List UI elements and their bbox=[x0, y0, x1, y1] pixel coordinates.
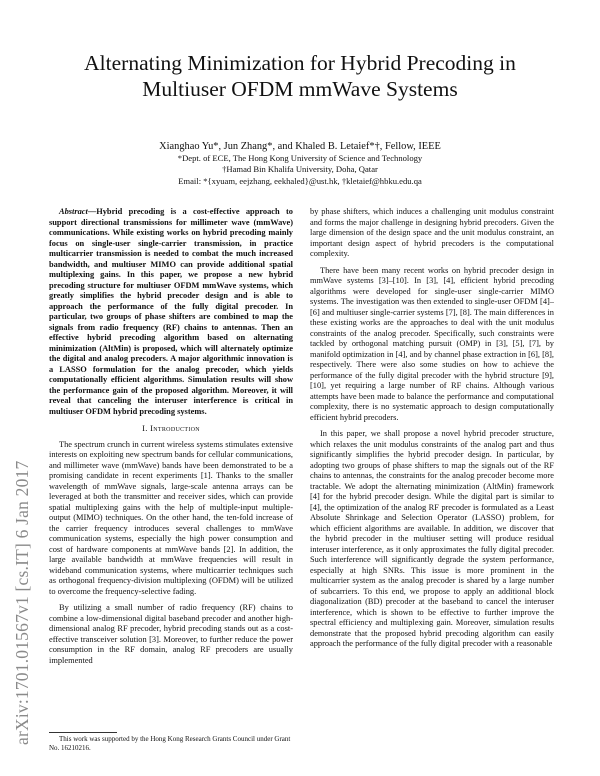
title-line-1: Alternating Minimization for Hybrid Precoding in bbox=[84, 51, 516, 75]
abstract-label: Abstract bbox=[59, 207, 88, 216]
footnote-funding: This work was supported by the Hong Kong Research Grants Council under Grant No. 16210216. bbox=[49, 735, 291, 752]
left-column bbox=[49, 207, 293, 672]
right-paragraph-1: by phase shifters, which induces a challenging unit modulus constraint and forms the major challenge in designing hybrid precoders. Given the large dimension of the design space and the unit modulus constraint, an important design aspect of hybrid precoders is the computational complexity. bbox=[310, 207, 554, 258]
section-heading-introduction: I. Introduction bbox=[142, 423, 200, 433]
affiliation-hbku: †Hamad Bin Khalifa University, Doha, Qatar bbox=[222, 164, 378, 174]
arxiv-stamp: arXiv:1701.01567v1 [cs.IT] 6 Jan 2017 bbox=[12, 460, 32, 745]
footnote-rule bbox=[49, 732, 117, 733]
right-paragraph-2: There have been many recent works on hybrid precoder design in mmWave systems [3]–[10]. In [3], [4], efficient hybrid precoding algorithms were developed for single-user single-carrier MIMO systems. The investigation was then extended to single-user OFDM [4]–[6] and multiuser single-carrier systems [7], [8]. The main differences in these existing works are the approaches to deal with the unit modulus constraints of the analog precoder. Specifically, such constraints were tackled by orthogonal matching pursuit (OMP) in [3], [5], [7], by manifold optimization in [4], and by channel phase extraction in [6], [8], respectively. There were also some studies on how to achieve the performance of the fully digital precoder with the hybrid structure [9], [10], yet requiring a large number of RF chains. Although various attempts have been made to balance the performance and computational complexity, there is no systematic approach to design computationally efficient hybrid precoders. bbox=[310, 265, 554, 422]
author-list: Xianghao Yu*, Jun Zhang*, and Khaled B. Letaief*†, Fellow, IEEE bbox=[159, 141, 441, 152]
right-paragraph-3: In this paper, we shall propose a novel hybrid precoder structure, which relaxes the unit modulus constraints of the analog part and thus significantly simplifies the hybrid precoder design. In particular, by adopting two groups of phase shifters to map the signals out of the RF chains to antennas, the constraints for the analog precoder become more tractable. We adopt the alternating minimization (AltMin) framework [4] for the hybrid precoder design. While the digital part is similar to [4], the optimization of the analog RF precoder is formulated as a Least Absolute Shrinkage and Selection Operator (LASSO) problem, for which efficient algorithms are available. In addition, we discover that the hybrid precoder in the multiuser setting will produce residual interuser interference, as it only approximates the fully digital precoder. Such interference will significantly degrade the system performance, especially at high SNRs. This issue is more prominent in the multicarrier system as the analog precoder is shared by a large number of subcarriers. To this end, we propose to apply an additional block diagonalization (BD) precoder at the baseband to cancel the interuser interference, which is shown to be effective to further improve the spectral efficiency and multiplexing gain. Moreover, simulation results demonstrate that the proposed hybrid precoding algorithm can easily approach the performance of the fully digital precoder with a reasonable bbox=[310, 429, 554, 648]
intro-paragraph-1: The spectrum crunch in current wireless systems stimulates extensive interests on exploiting new spectrum bands for cellular communications, and millimeter wave (mmWave) bands have been demonstrated to be a promising candidate in recent experiments [1]. Thanks to the smaller wavelength of mmWave signals, large-scale antenna arrays can be leveraged at both the transmitter and receiver sides, which can provide spatial multiplexing gains with the help of multiple-input multiple-output (MIMO) techniques. On the other hand, the ten-fold increase of the carrier frequency introduces several challenges to mmWave communication systems, especially the high power consumption and cost of hardware components at mmWave bands [2]. In addition, the large available bandwidth at mmWave frequencies will result in wideband communication systems, where multicarrier techniques such as orthogonal frequency-division multiplexing (OFDM) will be utilized to overcome the frequency-selective fading. bbox=[49, 439, 293, 596]
affiliation-hkust: *Dept. of ECE, The Hong Kong University of Science and Technology bbox=[177, 153, 423, 163]
right-column bbox=[310, 207, 554, 656]
intro-paragraph-2: By utilizing a small number of radio frequency (RF) chains to combine a low-dimensional digital baseband precoder and another high-dimensional analog RF precoder, hybrid precoding stands out as a cost-effective transceiver solution [3]. Moreover, to further reduce the power consumption in the RF domain, analog RF precoders are usually implemented bbox=[49, 603, 293, 665]
paper-title bbox=[40, 50, 560, 102]
title-line-2: Multiuser OFDM mmWave Systems bbox=[142, 77, 458, 101]
author-emails: Email: *{xyuam, eejzhang, eekhaled}@ust.hk, †kletaief@hbku.edu.qa bbox=[178, 176, 422, 186]
abstract bbox=[49, 207, 293, 417]
abstract-text: —Hybrid precoding is a cost-effective approach to support directional transmissions for millimeter wave (mmWave) communications. While existing works on hybrid precoding mainly focus on single-user single-carrier transmission, in practice multicarrier transmission is needed to combat the much increased bandwidth, and multiuser MIMO can provide additional spatial multiplexing gains. In this paper, we propose a new hybrid precoding structure for multiuser OFDM mmWave systems, which greatly simplifies the hybrid precoder design and is able to approach the performance of the fully digital precoder. In particular, two groups of phase shifters are combined to map the signals from radio frequency (RF) chains to antennas. Then an effective hybrid precoding algorithm based on alternating minimization (AltMin) is proposed, which will alternately optimize the digital and analog precoders. A major algorithmic innovation is a LASSO formulation for the analog precoder, which yields computationally efficient algorithms. Simulation results will show the performance gain of the proposed algorithm. Moreover, it will reveal that canceling the interuser interference is critical in multiuser OFDM hybrid precoding systems. bbox=[49, 207, 293, 416]
